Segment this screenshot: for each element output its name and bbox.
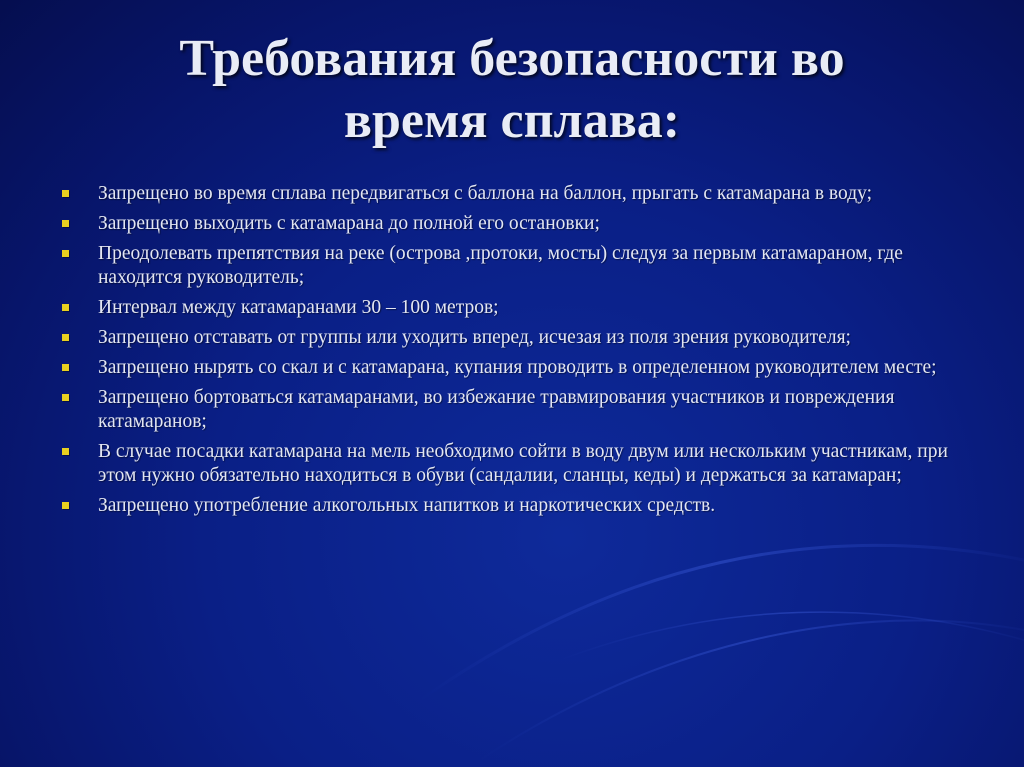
- list-item: [58, 326, 968, 350]
- square-bullet-icon: [62, 304, 69, 311]
- bullet-list: [58, 182, 968, 524]
- title-line-2: время сплава:: [343, 92, 681, 149]
- bullet-text: Запрещено во время сплава передвигаться с баллона на баллон, прыгать с катамарана в воду;: [98, 183, 873, 204]
- bullet-text: Интервал между катамаранами 30 – 100 метров;: [98, 297, 499, 318]
- square-bullet-icon: [62, 250, 69, 257]
- list-item: [58, 296, 968, 320]
- square-bullet-icon: [62, 190, 69, 197]
- bullet-text: Запрещено употребление алкогольных напитков и наркотических средств.: [98, 495, 716, 516]
- list-item: [58, 494, 968, 518]
- title-line-1: Требования безопасности во: [179, 30, 845, 87]
- bullet-text: Преодолевать препятствия на реке (острова ,протоки, мосты) следуя за первым катамараном, где находится руководитель;: [98, 243, 903, 288]
- bullet-text: Запрещено выходить с катамарана до полной его остановки;: [98, 213, 600, 234]
- list-item: [58, 356, 968, 380]
- list-item: [58, 182, 968, 206]
- list-item: [58, 386, 968, 434]
- square-bullet-icon: [62, 394, 69, 401]
- square-bullet-icon: [62, 448, 69, 455]
- bullet-text: Запрещено нырять со скал и с катамарана, купания проводить в определенном руководителем месте;: [98, 357, 937, 378]
- square-bullet-icon: [62, 502, 69, 509]
- list-item: [58, 242, 968, 290]
- list-item: [58, 440, 968, 488]
- bullet-text: Запрещено бортоваться катамаранами, во избежание травмирования участников и повреждения катамаранов;: [98, 387, 895, 432]
- slide-title: [40, 28, 984, 152]
- square-bullet-icon: [62, 364, 69, 371]
- square-bullet-icon: [62, 334, 69, 341]
- bullet-text: В случае посадки катамарана на мель необходимо сойти в воду двум или нескольким участникам, при этом нужно обязательно находиться в обуви (сандалии, сланцы, кеды) и держаться за катамаран;: [98, 441, 948, 486]
- square-bullet-icon: [62, 220, 69, 227]
- list-item: [58, 212, 968, 236]
- bullet-text: Запрещено отставать от группы или уходить вперед, исчезая из поля зрения руководителя;: [98, 327, 851, 348]
